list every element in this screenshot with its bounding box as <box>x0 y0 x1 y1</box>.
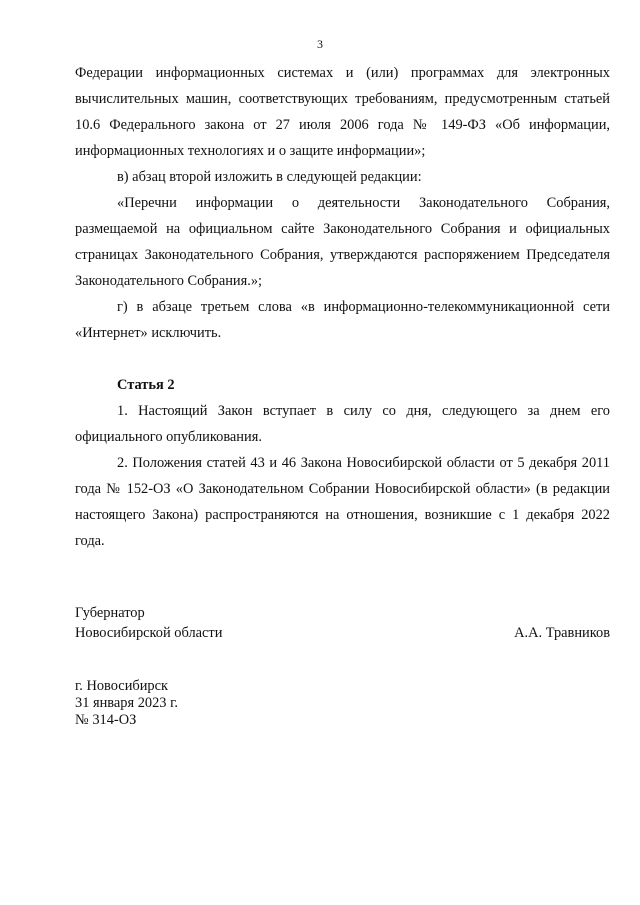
amendments-text <box>75 60 610 346</box>
footer-date: 31 января 2023 г. <box>75 695 178 711</box>
paragraph-item-g: г) в абзаце третьем слова «в информационно-телекоммуникационной сети «Интернет» исключить. <box>75 299 610 341</box>
document-footer <box>75 678 178 729</box>
footer-law-number: № 314-ОЗ <box>75 712 137 728</box>
paragraph-continuation: Федерации информационных системах и (или) программах для электронных вычислительных машин, соответствующих требованиям, предусмотренным статьей 10.6 Федерального закона от 27 июля 2006 года № 149-ФЗ «Об информации, информационных технологиях и о защите информации»; <box>75 65 610 159</box>
article-heading: Статья 2 <box>117 377 175 393</box>
signature-title-line-1: Губернатор <box>75 605 145 621</box>
signature-block <box>75 603 610 643</box>
paragraph-item-v: в) абзац второй изложить в следующей редакции: <box>117 169 422 185</box>
signature-title-line-2: Новосибирской области <box>75 625 223 641</box>
footer-city: г. Новосибирск <box>75 678 168 694</box>
article-paragraph-2: 2. Положения статей 43 и 46 Закона Новосибирской области от 5 декабря 2011 года № 152-ОЗ «О Законодательном Собрании Новосибирской области» (в редакции настоящего Закона) распространяются на отношения, возникшие с 1 декабря 2022 года. <box>75 455 610 549</box>
article-text <box>75 398 610 554</box>
signature-name: А.А. Травников <box>514 625 610 641</box>
page-number: 3 <box>317 37 323 51</box>
article-paragraph-1: 1. Настоящий Закон вступает в силу со дня, следующего за днем его официального опубликования. <box>75 403 610 445</box>
paragraph-quoted-text: «Перечни информации о деятельности Законодательного Собрания, размещаемой на официальном сайте Законодательного Собрания и официальных страницах Законодательного Собрания, утверждаются распоряжением Председателя Законодательного Собрания.»; <box>75 195 610 289</box>
